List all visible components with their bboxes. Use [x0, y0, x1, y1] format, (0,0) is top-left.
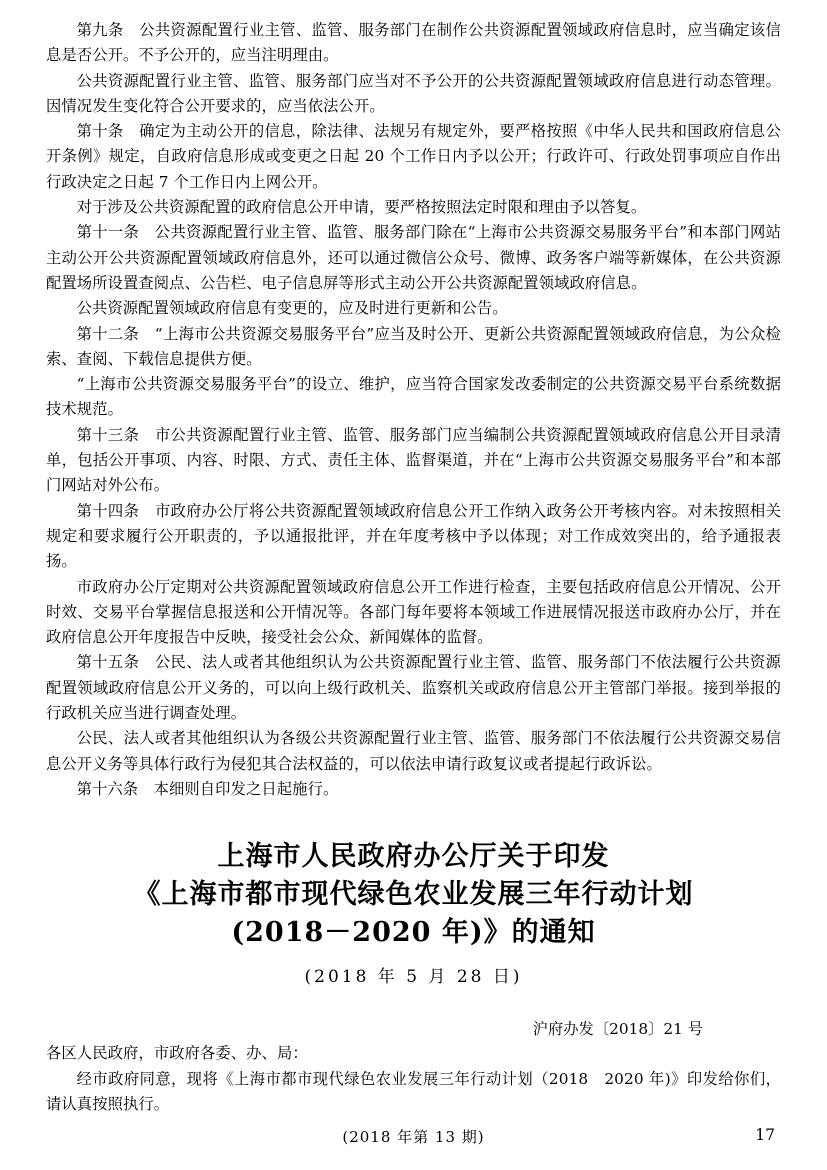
page-number: 17 — [755, 1126, 775, 1144]
paragraph: 公民、法人或者其他组织认为各级公共资源配置行业主管、监管、服务部门不依法履行公共资源交易信息公开义务等具体行政行为侵犯其合法权益的，可以依法申请行政复议或者提起行政诉讼。 — [46, 729, 781, 773]
paragraph: 第十一条 公共资源配置行业主管、监管、服务部门除在“上海市公共资源交易服务平台”和本部门网站主动公开公共资源配置领域政府信息外，还可以通过微信公众号、微博、政务客户端等新媒体，在公共资源配置场所设置查阅点、公告栏、电子信息屏等形式主动公开公共资源配置领域政府信息。 — [46, 223, 781, 292]
paragraph: 第十条 确定为主动公开的信息，除法律、法规另有规定外，要严格按照《中华人民共和国政府信息公开条例》规定，自政府信息形成或变更之日起 20 个工作日内予以公开；行政许可、行政处罚事项应自作出行政决定之日起 7 个工作日内上网公开。 — [46, 122, 781, 191]
footer-issue: (2018 年第 13 期) — [342, 1128, 485, 1146]
paragraph: 公共资源配置领域政府信息有变更的，应及时进行更新和公告。 — [76, 299, 508, 318]
notice-title-block — [46, 838, 781, 987]
paragraph: 市政府办公厅定期对公共资源配置领域政府信息公开工作进行检查，主要包括政府信息公开情况、公开时效、交易平台掌握信息报送和公开情况等。各部门每年要将本领域工作进展情况报送市政府办公厅，并在政府信息公开年度报告中反映，接受社会公众、新闻媒体的监督。 — [46, 577, 781, 647]
notice-paragraph: 经市政府同意，现将《上海市都市现代绿色农业发展三年行动计划（2018 2020 年)》印发给你们，请认真按照执行。 — [46, 1069, 781, 1113]
paragraph: 公共资源配置行业主管、监管、服务部门应当对不予公开的公共资源配置领域政府信息进行动态管理。因情况发生变化符合公开要求的，应当依法公开。 — [46, 71, 781, 115]
article-section — [46, 18, 781, 802]
paragraph: 第十三条 市公共资源配置行业主管、监管、服务部门应当编制公共资源配置领域政府信息公开目录清单，包括公开事项、内容、时限、方式、责任主体、监督渠道，并在“上海市公共资源交易服务平台”和本部门网站对外公布。 — [46, 425, 781, 495]
paragraph: 第十六条 本细则自印发之日起施行。 — [76, 779, 339, 798]
notice-title-line-3: (2018－2020 年)》的通知 — [231, 917, 596, 949]
notice-date: (2018 年 5 月 28 日) — [304, 967, 523, 988]
paragraph: “上海市公共资源交易服务平台”的设立、维护，应当符合国家发改委制定的公共资源交易平台系统数据技术规范。 — [46, 375, 781, 419]
paragraph: 第十四条 市政府办公厅将公共资源配置领域政府信息公开工作纳入政务公开考核内容。对未按照相关规定和要求履行公开职责的，予以通报批评，并在年度考核中予以体现；对工作成效突出的，给予通报表扬。 — [46, 501, 781, 571]
paragraph: 第十二条 “上海市公共资源交易服务平台”应当及时公开、更新公共资源配置领域政府信息，为公众检索、查阅、下载信息提供方便。 — [46, 324, 781, 368]
notice-title-line-2: 《上海市都市现代绿色农业发展三年行动计划 — [133, 879, 694, 911]
paragraph: 第九条 公共资源配置行业主管、监管、服务部门在制作公共资源配置领域政府信息时，应当确定该信息是否公开。不予公开的，应当注明理由。 — [46, 21, 781, 65]
paragraph: 第十五条 公民、法人或者其他组织认为公共资源配置行业主管、监管、服务部门不依法履行公共资源配置领域政府信息公开义务的，可以向上级行政机关、监察机关或政府信息公开主管部门举报。接到举报的行政机关应当进行调查处理。 — [46, 653, 781, 723]
paragraph: 对于涉及公共资源配置的政府信息公开申请，要严格按照法定时限和理由予以答复。 — [76, 198, 647, 217]
notice-body — [46, 1041, 781, 1117]
recipient-line: 各区人民政府，市政府各委、办、局： — [46, 1044, 308, 1063]
document-number: 沪府办发〔2018〕21 号 — [532, 1020, 703, 1039]
notice-title-line-1: 上海市人民政府办公厅关于印发 — [217, 841, 610, 873]
page-footer — [0, 1126, 827, 1148]
